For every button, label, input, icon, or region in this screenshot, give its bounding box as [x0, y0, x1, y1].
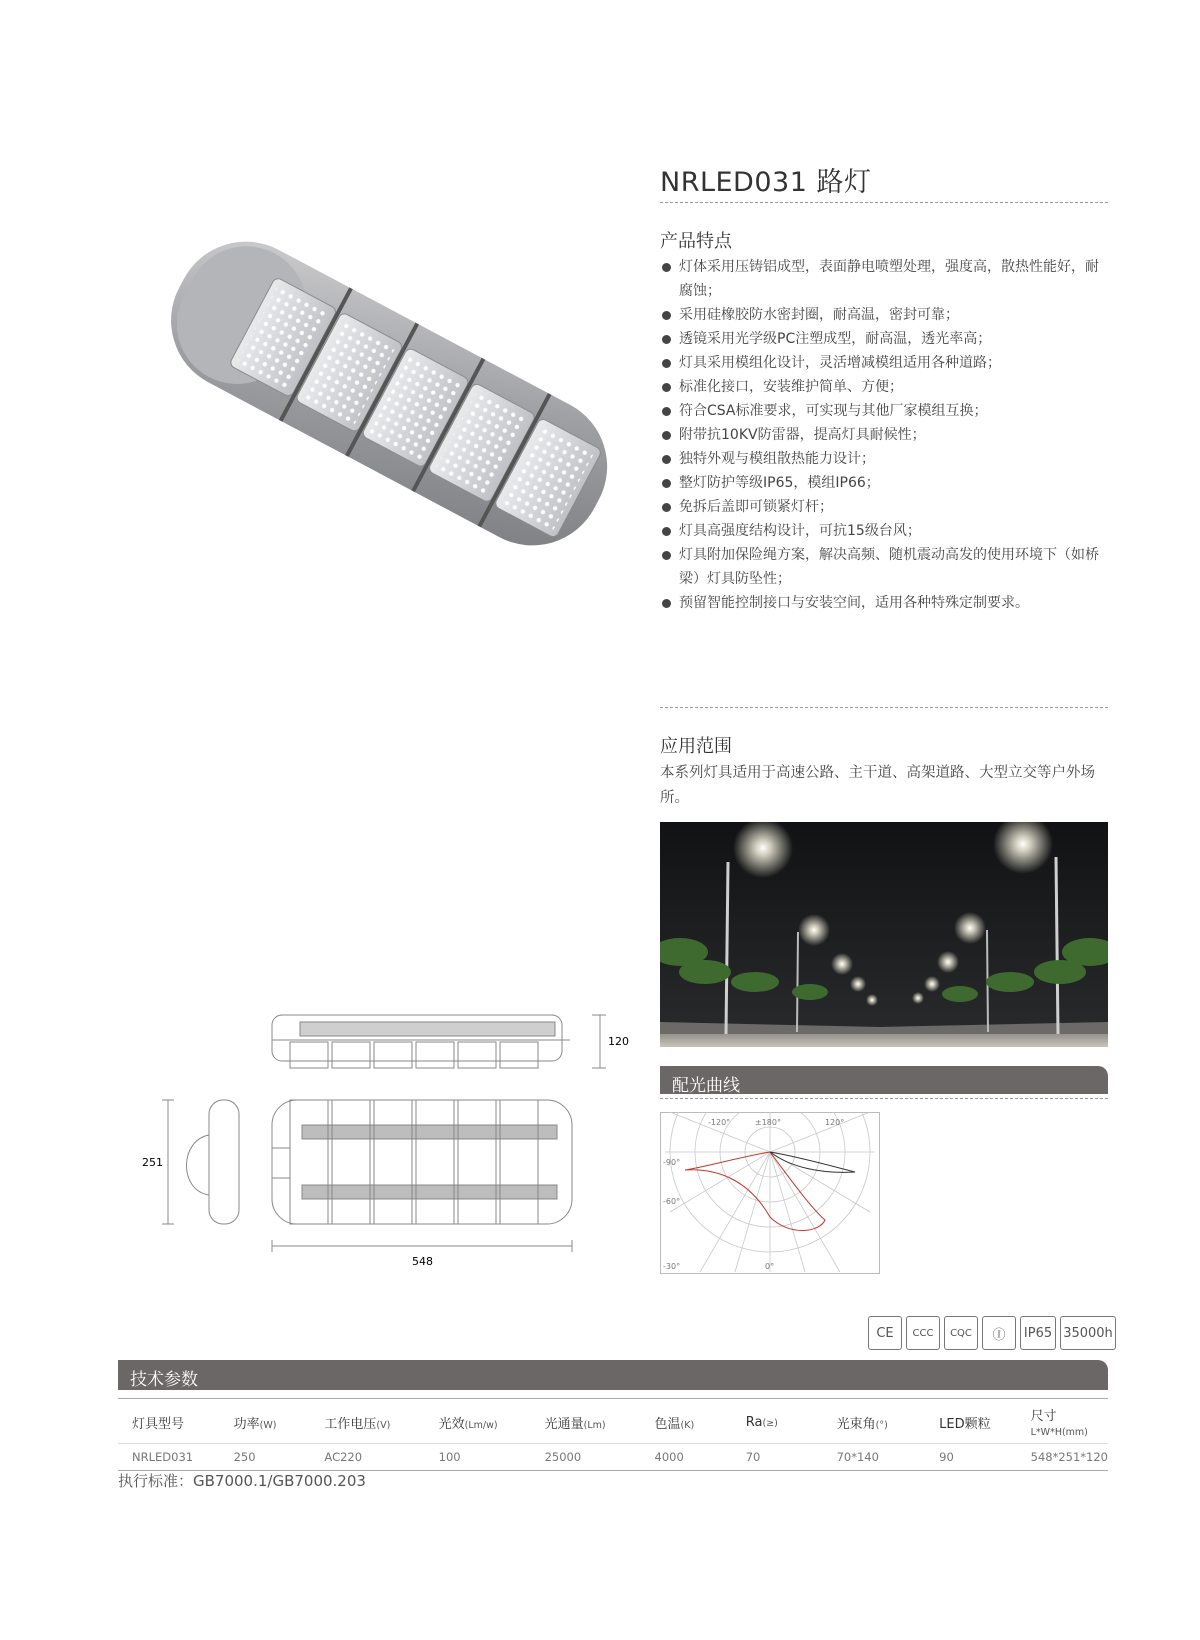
product-title: NRLED031 路灯 [660, 167, 872, 198]
feature-item: 附带抗10KV防雷器，提高灯具耐候性； [660, 423, 1105, 447]
cqc-badge: CQC [944, 1316, 978, 1350]
table-cell: 25000 [531, 1444, 641, 1471]
table-cell: 4000 [641, 1444, 732, 1471]
title-divider [660, 202, 1108, 203]
feature-item: 灯具附加保险绳方案，解决高频、随机震动高发的使用环境下（如桥梁）灯具防坠性； [660, 543, 1105, 591]
feature-item: 预留智能控制接口与安装空间，适用各种特殊定制要求。 [660, 591, 1105, 615]
features-heading: 产品特点 [660, 231, 732, 252]
polar-label: -30° [663, 1262, 681, 1271]
polar-label: 120° [825, 1118, 845, 1127]
polar-label: ±180° [755, 1118, 781, 1127]
technical-drawing [130, 1000, 640, 1270]
polar-label: -90° [663, 1158, 681, 1167]
light-curve-heading: 配光曲线 [672, 1076, 740, 1096]
table-header-row [118, 1399, 1108, 1444]
col-header: 光通量(Lm) [531, 1399, 641, 1444]
standard-text: 执行标准：GB7000.1/GB7000.203 [118, 1472, 366, 1490]
features-list [660, 255, 1105, 615]
col-header: 尺寸L*W*H(mm) [1017, 1399, 1108, 1444]
application-text: 本系列灯具适用于高速公路、主干道、高架道路、大型立交等户外场所。 [660, 765, 1095, 806]
dim-height: 120 [608, 1035, 629, 1048]
specs-bar [118, 1360, 1108, 1390]
polar-diagram [660, 1112, 880, 1274]
light-curve-divider [660, 1098, 1108, 1099]
polar-label: -120° [708, 1118, 731, 1127]
info-badge: Ⓘ [982, 1316, 1016, 1350]
col-header: 功率(W) [220, 1399, 311, 1444]
feature-item: 透镜采用光学级PC注塑成型，耐高温，透光率高； [660, 327, 1105, 351]
feature-item: 灯具采用模组化设计，灵活增减模组适用各种道路； [660, 351, 1105, 375]
table-cell: AC220 [310, 1444, 424, 1471]
table-cell: 70*140 [823, 1444, 926, 1471]
lifetime-badge: 35000h [1060, 1316, 1116, 1350]
table-cell: 70 [732, 1444, 823, 1471]
light-curve-bar [660, 1066, 1108, 1094]
feature-item: 独特外观与模组散热能力设计； [660, 447, 1105, 471]
polar-label: 0° [765, 1262, 775, 1271]
table-cell: 548*251*120 [1017, 1444, 1108, 1471]
feature-item: 免拆后盖即可锁紧灯杆； [660, 495, 1105, 519]
col-header: 光束角(°) [823, 1399, 926, 1444]
feature-item: 整灯防护等级IP65，模组IP66； [660, 471, 1105, 495]
feature-item: 标准化接口，安装维护简单、方便； [660, 375, 1105, 399]
dim-width: 251 [142, 1156, 163, 1169]
specs-heading: 技术参数 [130, 1370, 198, 1390]
specs-table [118, 1398, 1108, 1471]
ce-badge: CE [868, 1316, 902, 1350]
feature-item: 灯体采用压铸铝成型，表面静电喷塑处理，强度高，散热性能好，耐腐蚀； [660, 255, 1105, 303]
table-cell: 100 [425, 1444, 531, 1471]
application-heading: 应用范围 [660, 736, 732, 757]
table-cell: 250 [220, 1444, 311, 1471]
dim-length: 548 [412, 1255, 433, 1268]
col-header: Ra(≥) [732, 1399, 823, 1444]
col-header: 灯具型号 [118, 1399, 220, 1444]
table-cell: NRLED031 [118, 1444, 220, 1471]
product-photo [140, 220, 630, 580]
table-row [118, 1444, 1108, 1471]
application-divider [660, 707, 1108, 708]
col-header: 色温(K) [641, 1399, 732, 1444]
feature-item: 符合CSA标准要求，可实现与其他厂家模组互换； [660, 399, 1105, 423]
col-header: LED颗粒 [925, 1399, 1016, 1444]
table-cell: 90 [925, 1444, 1016, 1471]
feature-item: 灯具高强度结构设计，可抗15级台风； [660, 519, 1105, 543]
ccc-badge: CCC [906, 1316, 940, 1350]
cert-badges [868, 1316, 1116, 1350]
street-photo [660, 822, 1108, 1047]
ip65-badge: IP65 [1020, 1316, 1056, 1350]
feature-item: 采用硅橡胶防水密封圈，耐高温，密封可靠； [660, 303, 1105, 327]
col-header: 光效(Lm/w) [425, 1399, 531, 1444]
polar-label: -60° [663, 1197, 681, 1206]
col-header: 工作电压(V) [310, 1399, 424, 1444]
